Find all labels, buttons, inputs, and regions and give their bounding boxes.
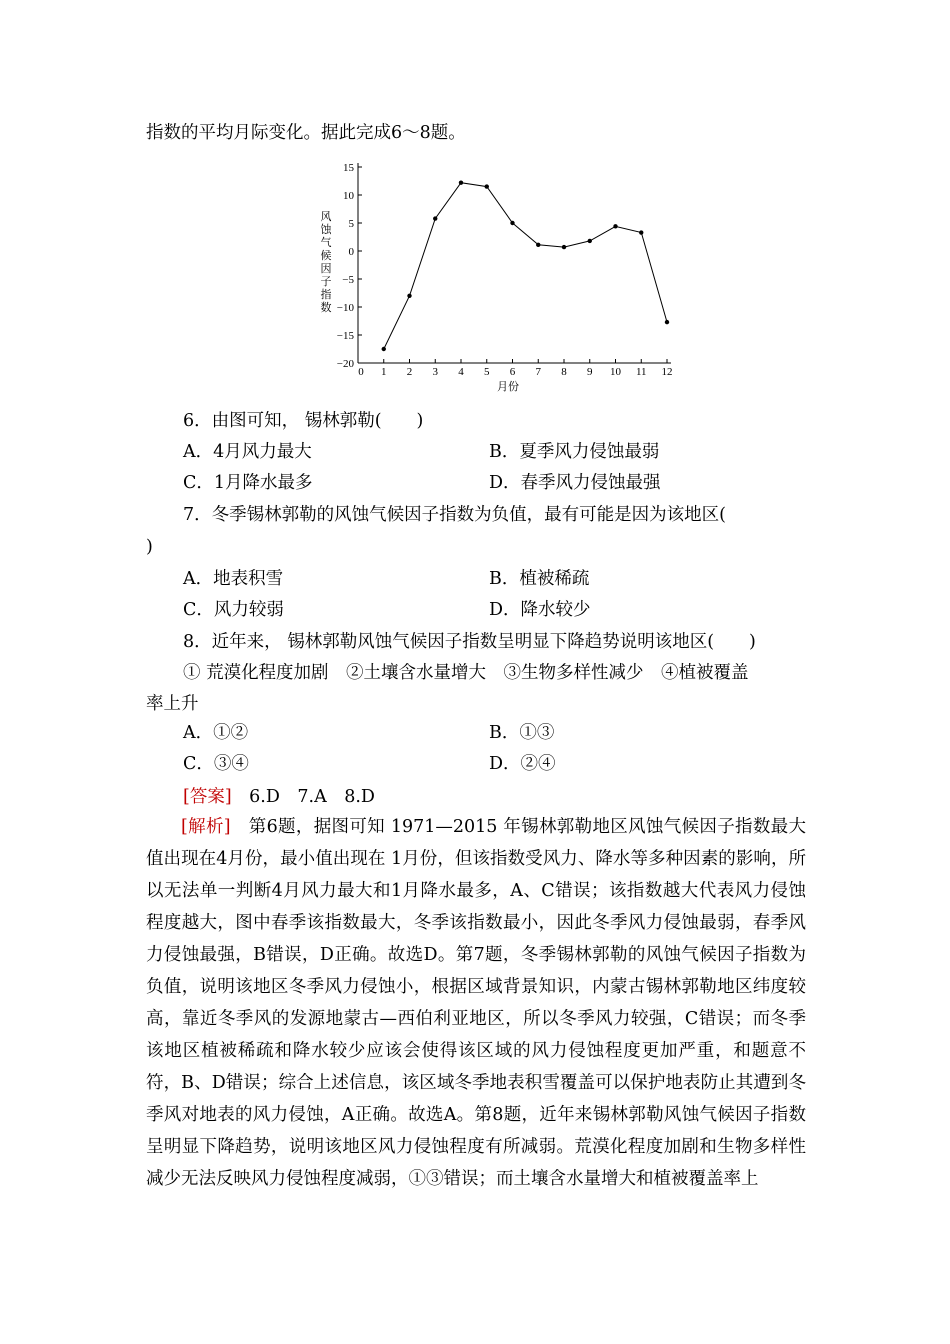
y-tick-label: 10 (343, 190, 354, 202)
y-axis-label-char: 因 (320, 262, 332, 275)
x-tick-label: 11 (635, 366, 647, 378)
q7-stem-tail: ) (146, 537, 153, 557)
x-tick-label: 6 (509, 366, 516, 378)
x-tick-label: 7 (535, 366, 541, 378)
y-axis-label-char: 气 (320, 236, 332, 249)
x-tick-label: 3 (432, 366, 438, 378)
y-axis-label-char: 指 (320, 288, 332, 301)
answer-line (183, 785, 375, 809)
data-point (485, 184, 489, 188)
y-tick-label: −20 (336, 358, 354, 370)
q8-option-b[interactable]: B．①③ (489, 723, 555, 743)
x-tick-label: 8 (561, 366, 567, 378)
intro-line: 指数的平均月际变化。据此完成6～8题。 (146, 123, 466, 143)
y-axis-label (321, 210, 333, 314)
y-tick-label: 0 (348, 246, 354, 258)
data-point (510, 221, 514, 225)
q7-option-a[interactable]: A．地表积雪 (183, 569, 284, 589)
x-tick-label: 0 (358, 366, 364, 378)
y-axis-label-char: 子 (320, 275, 332, 288)
y-tick-label: 15 (343, 162, 354, 174)
q8-stem: 8．近年来， 锡林郭勒风蚀气候因子指数呈明显下降趋势说明该地区( ) (183, 632, 756, 652)
data-point (665, 320, 669, 324)
data-point (433, 216, 437, 220)
line-chart (310, 156, 690, 400)
y-tick-label: 5 (348, 218, 354, 230)
x-tick-label: 2 (406, 366, 413, 378)
y-tick-label: −10 (336, 302, 354, 314)
q7-option-c[interactable]: C．风力较弱 (183, 600, 284, 620)
y-axis-label-char: 数 (320, 301, 332, 314)
data-point (562, 245, 566, 249)
q8-option-a[interactable]: A．①② (183, 723, 249, 743)
analysis-text: 第6题，据图可知 1971—2015 年锡林郭勒地区风蚀气候因子指数最大值出现在4月份，最小值出现在 1月份，但该指数受风力、降水等多种因素的影响，所以无法单一判断4月风力最大和1月降水最多，A、C错误；该指数越大代表风力侵蚀程度越大，图中春季该指数最大，冬季该指数最小，因此冬季风力侵蚀最弱，春季风力侵蚀最强，B错误，D正确。故选D。第7题，冬季锡林郭勒的风蚀气候因子指数为负值，说明该地区冬季风力侵蚀小，根据区域背景知识，内蒙古锡林郭勒地区纬度较高，靠近冬季风的发源地蒙古—西伯利亚地区，所以冬季风力较强，C错误；而冬季该地区植被稀疏和降水较少应该会使得该区域的风力侵蚀程度更加严重，和题意不符，B、D错误；综合上述信息，该区域冬季地表积雪覆盖可以保护地表防止其遭到冬季风对地表的风力侵蚀，A正确。故选A。第8题，近年来锡林郭勒风蚀气候因子指数呈明显下降趋势，说明该地区风力侵蚀程度有所减弱。荒漠化程度加剧和生物多样性减少无法反映风力侵蚀程度减弱，①③错误；而土壤含水量增大和植被覆盖率上 (146, 817, 806, 1189)
y-axis-label-char: 蚀 (320, 223, 332, 236)
analysis-tag: [解析] (181, 817, 231, 837)
q7-option-b[interactable]: B．植被稀疏 (489, 569, 590, 589)
series-line (384, 183, 667, 349)
y-axis-label-char: 风 (320, 210, 332, 223)
data-point (588, 239, 592, 243)
answer-text: 6.D 7.A 8.D (231, 787, 375, 807)
analysis-paragraph (146, 811, 806, 1195)
data-point (459, 180, 463, 184)
q7-option-d[interactable]: D．降水较少 (489, 600, 591, 620)
x-tick-label: 1 (381, 366, 387, 378)
q7-stem: 7．冬季锡林郭勒的风蚀气候因子指数为负值，最有可能是因为该地区( (183, 505, 726, 525)
y-tick-label: −5 (342, 274, 354, 286)
x-tick-label: 12 (661, 366, 673, 378)
x-tick-labels (358, 366, 672, 378)
y-tick-labels (337, 162, 355, 370)
q6-option-d[interactable]: D．春季风力侵蚀最强 (489, 473, 661, 493)
answer-tag: [答案] (183, 787, 232, 807)
q8-option-c[interactable]: C．③④ (183, 754, 249, 774)
data-points (382, 180, 670, 351)
q6-stem: 6．由图可知， 锡林郭勒( ) (183, 411, 424, 431)
q8-options-line1: ① 荒漠化程度加剧 ②土壤含水量增大 ③生物多样性减少 ④植被覆盖 (183, 663, 749, 683)
q6-option-a[interactable]: A．4月风力最大 (183, 442, 312, 462)
x-tick-label: 9 (587, 366, 593, 378)
y-tick-label: −15 (336, 330, 354, 342)
q8-options-line2: 率上升 (146, 694, 199, 714)
data-point (407, 294, 411, 298)
data-point (382, 347, 386, 351)
x-tick-label: 4 (458, 366, 464, 378)
x-axis-label: 月份 (497, 381, 519, 393)
chart-axes (358, 163, 671, 363)
x-tick-label: 10 (610, 366, 621, 378)
x-tick-label: 5 (484, 366, 490, 378)
data-point (639, 230, 643, 234)
y-axis-label-char: 候 (320, 249, 332, 262)
q8-option-d[interactable]: D．②④ (489, 754, 556, 774)
q6-option-c[interactable]: C．1月降水最多 (183, 473, 313, 493)
q6-option-b[interactable]: B．夏季风力侵蚀最弱 (489, 442, 660, 462)
data-point (536, 243, 540, 247)
data-point (613, 224, 617, 228)
